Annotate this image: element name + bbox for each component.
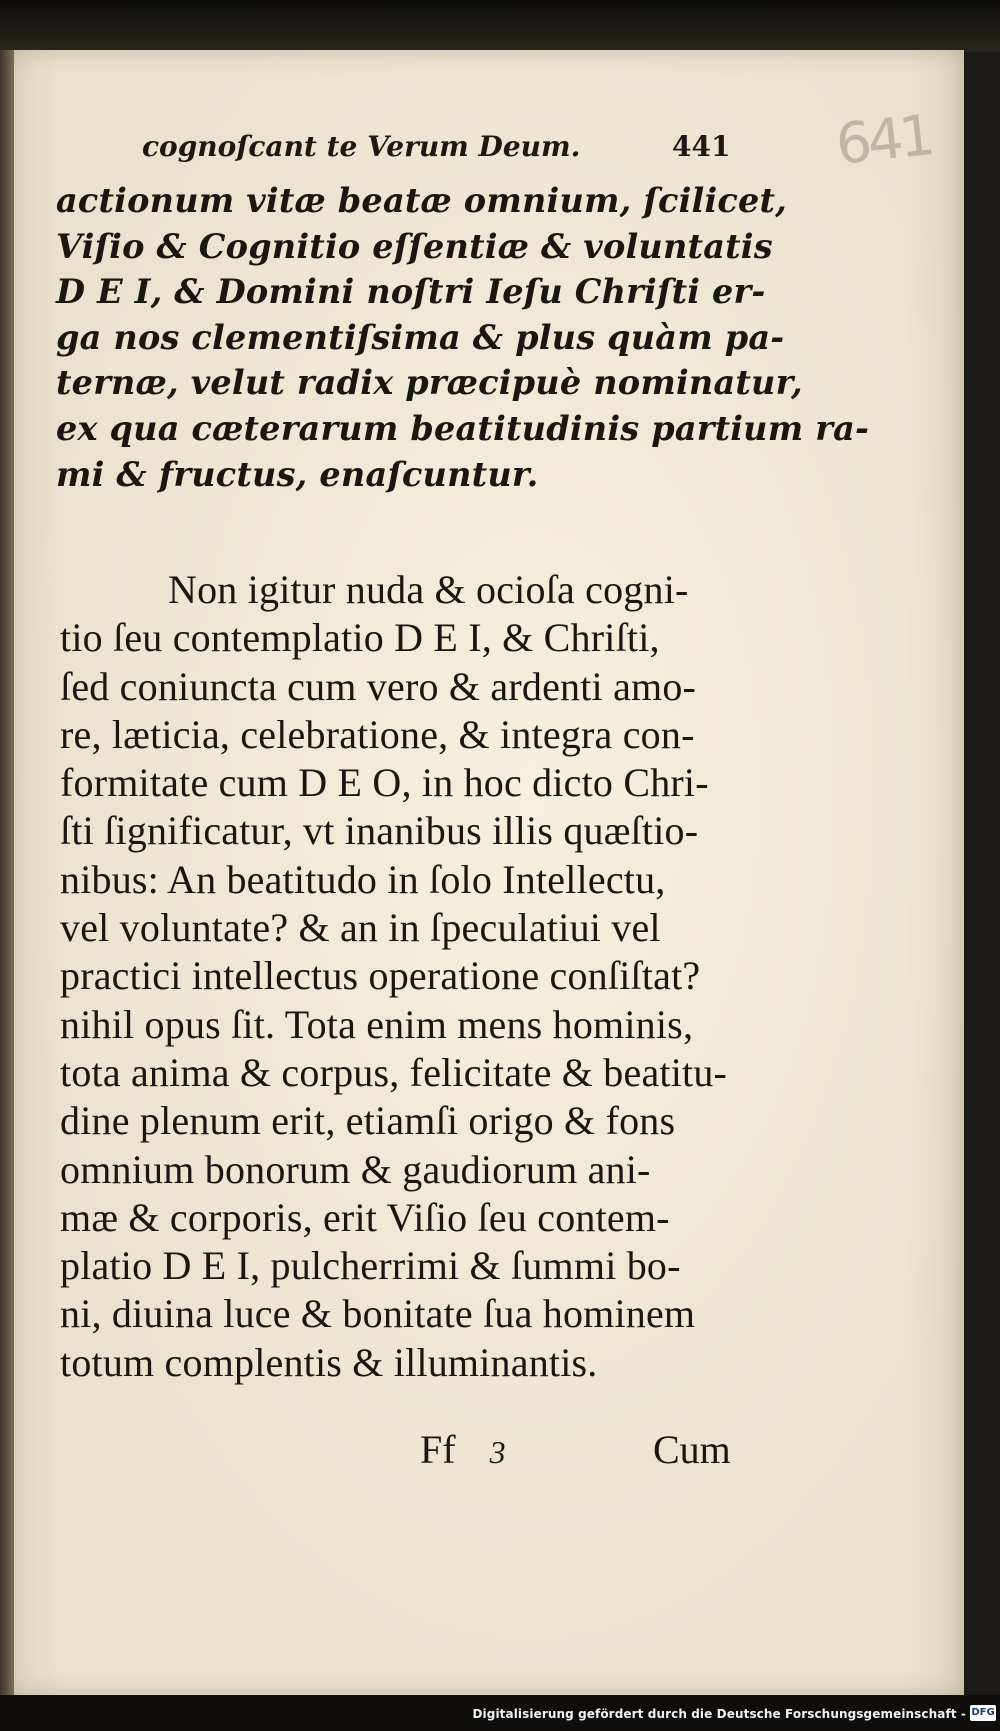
- roman-line: vel voluntate? & an in ſpeculatiui vel: [60, 905, 661, 951]
- roman-line: mæ & corporis, erit Viſio ſeu contem-: [60, 1194, 670, 1240]
- catchword: Cum: [653, 1427, 731, 1472]
- roman-paragraph: [60, 566, 750, 1387]
- roman-line: ſti ſignificatur, vt inanibus illis quæſtio-: [60, 808, 699, 854]
- italic-line: ga nos clementiſsima & plus quàm pa-: [56, 317, 785, 357]
- roman-line: ſed coniuncta cum vero & ardenti amo-: [60, 663, 697, 709]
- italic-line: mi & fructus, enaſcuntur.: [56, 454, 539, 494]
- italic-line: Viſio & Cognitio eſſentiæ & voluntatis: [56, 226, 773, 266]
- roman-line: totum complentis & illuminantis.: [60, 1339, 598, 1385]
- roman-line: Non igitur nuda & ocioſa cogni-: [168, 567, 689, 612]
- book-page: [4, 50, 964, 1695]
- roman-line: practici intellectus operatione conſiſtat?: [60, 953, 701, 999]
- italic-line: ex qua cæterarum beatitudinis partium ra-: [56, 408, 870, 448]
- book-spine-edge: [0, 50, 14, 1695]
- dfg-logo-icon: DFG: [970, 1705, 996, 1721]
- signature-letters: Ff: [420, 1427, 456, 1472]
- roman-line: tota anima & corpus, felicitate & beatitu-: [60, 1049, 728, 1095]
- scan-top-border: [0, 0, 1000, 52]
- italic-line: actionum vitæ beatæ omnium, ſcilicet,: [56, 181, 788, 220]
- roman-line: nihil opus ſit. Tota enim mens hominis,: [60, 1001, 694, 1047]
- italic-line: D E I, & Domini noſtri Ieſu Chriſti er-: [56, 272, 766, 312]
- page-number: 441: [672, 130, 731, 163]
- italic-line: ternæ, velut radix præcipuè nominatur,: [56, 363, 803, 403]
- running-head-title: cognoſcant te Verum Deum.: [142, 130, 581, 163]
- roman-line: nibus: An beatitudo in ſolo Intellectu,: [60, 856, 666, 902]
- signature-mark: [420, 1426, 506, 1473]
- roman-line: formitate cum D E O, in hoc dicto Chri-: [60, 760, 709, 806]
- roman-line: dine plenum erit, etiamſi origo & fons: [60, 1098, 676, 1144]
- funding-notice: Digitalisierung gefördert durch die Deutsche Forschungsgemeinschaft -: [472, 1707, 966, 1721]
- italic-paragraph: [56, 178, 870, 497]
- signature-number: 3: [489, 1434, 506, 1470]
- roman-line: platio D E I, pulcherrimi & ſummi bo-: [60, 1243, 681, 1289]
- pencil-annotation: 641: [832, 103, 935, 178]
- roman-line: tio ſeu contemplatio D E I, & Chriſti,: [60, 615, 660, 661]
- roman-line: re, læticia, celebratione, & integra con-: [60, 711, 695, 757]
- roman-line: ni, diuina luce & bonitate ſua hominem: [60, 1291, 696, 1337]
- roman-line: omnium bonorum & gaudiorum ani-: [60, 1146, 651, 1192]
